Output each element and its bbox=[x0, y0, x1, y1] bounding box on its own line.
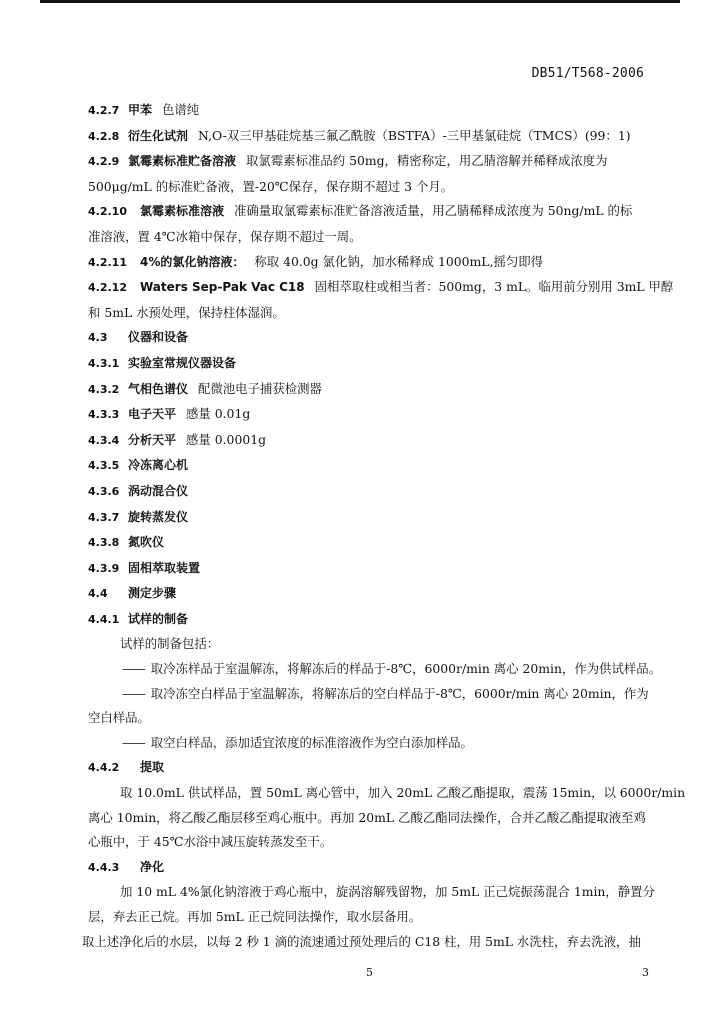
section-number: 4.4.2 bbox=[88, 761, 120, 775]
clause-number: 4.4 bbox=[88, 587, 108, 601]
clause-number: 4.3.6 bbox=[88, 484, 120, 498]
section-number: 4.4.3 bbox=[88, 860, 120, 874]
clause-number: 4.3.9 bbox=[88, 561, 120, 575]
clause-item bbox=[88, 250, 650, 276]
clause-number: 4.3.1 bbox=[88, 356, 120, 370]
purify-line-2: 层，弃去正己烷。再加 5mL 正己烷同法操作，取水层备用。 bbox=[88, 909, 422, 924]
clause-text: 准确量取氯霉素标准贮备溶液适量，用乙腈稀释成浓度为 50ng/mL 的标 bbox=[234, 203, 633, 219]
clause-title: 氯霉素标准溶液 bbox=[140, 204, 225, 219]
document-body bbox=[82, 98, 686, 954]
section-title: 提取 bbox=[140, 760, 165, 775]
clause-number: 4.4.1 bbox=[88, 612, 120, 626]
clause-title: 测定步骤 bbox=[128, 586, 177, 601]
clause-title: 试样的制备 bbox=[128, 611, 189, 626]
clause-item bbox=[88, 453, 650, 479]
purify-line-3: 取上述净化后的水层，以每 2 秒 1 滴的流速通过预处理后的 C18 柱，用 5mL 水洗柱，弃去洗液，抽 bbox=[82, 933, 641, 949]
section-title: 净化 bbox=[140, 859, 165, 874]
clause-continuation: 和 5mL 水预处理，保持柱体湿润。 bbox=[88, 304, 285, 320]
clause-item bbox=[88, 325, 650, 351]
clause-number: 4.3.4 bbox=[88, 433, 120, 447]
clause-title: 旋转蒸发仪 bbox=[128, 509, 189, 524]
clause-number: 4.2.9 bbox=[88, 155, 120, 169]
clause-text: 固相萃取柱或相当者：500mg，3 mL。临用前分别用 3mL 甲醇 bbox=[314, 279, 674, 295]
clause-text: 感量 0.0001g bbox=[186, 431, 267, 447]
clause-text: 感量 0.01g bbox=[186, 406, 251, 422]
clause-title: 分析天平 bbox=[128, 432, 177, 447]
prep-dash-3 bbox=[88, 731, 650, 756]
clause-text: 取氯霉素标准品约 50mg，精密称定，用乙腈溶解并稀释成浓度为 bbox=[246, 153, 608, 169]
clause-number: 4.3.8 bbox=[88, 536, 120, 550]
prep-dash-1 bbox=[88, 657, 662, 682]
clause-title: 涡动混合仪 bbox=[128, 483, 189, 498]
clause-title: 实验室常规仪器设备 bbox=[128, 355, 237, 370]
clause-title: 衍生化试剂 bbox=[128, 128, 189, 143]
prep-dash-1-text: 取冷冻样品于室温解冻，将解冻后的样品于-8℃，6000r/min 离心 20min，作为供试样品。 bbox=[150, 661, 662, 677]
clause-text: 称取 40.0g 氯化钠，加水稀释成 1000mL,摇匀即得 bbox=[254, 253, 544, 269]
clause-item bbox=[88, 199, 650, 225]
clause-title: 氯霉素标准贮备溶液 bbox=[128, 154, 237, 169]
clause-continuation: 500μg/mL 的标准贮备液，置-20℃保存，保存期不超过 3 个月。 bbox=[88, 178, 454, 194]
extract-line-3: 心瓶中，于 45℃水浴中减压旋转蒸发至干。 bbox=[88, 834, 333, 850]
clause-item bbox=[88, 377, 650, 403]
clause-title: 固相萃取装置 bbox=[128, 560, 201, 575]
clause-title: 4%的氯化钠溶液： bbox=[140, 254, 245, 269]
prep-dash-2-text: 取冷冻空白样品于室温解冻，将解冻后的空白样品于-8℃，6000r/min 离心 20min，作为 bbox=[150, 685, 649, 701]
clause-item bbox=[88, 428, 650, 454]
clause-title: Waters Sep-Pak Vac C18 bbox=[140, 280, 305, 295]
item-list bbox=[88, 98, 674, 632]
top-border-line bbox=[40, 0, 680, 3]
clause-number: 4.2.12 bbox=[88, 281, 127, 295]
clause-item bbox=[88, 98, 650, 124]
clause-number: 4.3.3 bbox=[88, 408, 120, 422]
page-number-right: 3 bbox=[642, 966, 649, 979]
clause-title: 气相色谱仪 bbox=[128, 381, 189, 396]
clause-item bbox=[88, 275, 674, 301]
extract-line-2: 离心 10min，将乙酸乙酯层移至鸡心瓶中。再加 20mL 乙酸乙酯同法操作，合并乙酸乙酯提取液至鸡 bbox=[88, 809, 646, 825]
section-4-4-3 bbox=[88, 855, 650, 881]
clause-number: 4.2.10 bbox=[88, 205, 127, 219]
clause-item bbox=[88, 556, 650, 582]
clause-continuation: 准溶液，置 4℃冰箱中保存，保存期不超过一周。 bbox=[88, 228, 362, 244]
clause-text: N,O-双三甲基硅烷基三氟乙酰胺（BSTFA）-三甲基氯硅烷（TMCS）(99：1) bbox=[198, 127, 631, 143]
clause-title: 甲苯 bbox=[128, 103, 153, 117]
clause-number: 4.3.7 bbox=[88, 510, 120, 524]
clause-item bbox=[88, 149, 650, 175]
clause-item bbox=[88, 124, 650, 150]
dash-symbol: —— bbox=[122, 734, 145, 750]
clause-item bbox=[88, 479, 650, 505]
prep-dash-2 bbox=[88, 682, 650, 707]
clause-item bbox=[88, 581, 650, 607]
clause-number: 4.2.11 bbox=[88, 255, 127, 269]
extract-line-1: 取 10.0mL 供试样品，置 50mL 离心管中，加入 20mL 乙酸乙酯提取，震荡 15min，以 6000r/min bbox=[120, 785, 686, 801]
clause-title: 氮吹仪 bbox=[128, 535, 165, 550]
clause-number: 4.2.7 bbox=[88, 104, 120, 117]
dash-symbol: —— bbox=[122, 685, 145, 701]
clause-number: 4.3.2 bbox=[88, 382, 120, 396]
prep-intro: 试样的制备包括： bbox=[120, 636, 220, 652]
clause-text: 色谱纯 bbox=[162, 102, 200, 117]
clause-item bbox=[88, 530, 650, 556]
clause-title: 仪器和设备 bbox=[128, 330, 189, 345]
clause-number: 4.3.5 bbox=[88, 459, 120, 473]
clause-item bbox=[88, 505, 650, 531]
prep-dash-2-cont: 空白样品。 bbox=[88, 710, 150, 726]
clause-title: 冷冻离心机 bbox=[128, 458, 189, 473]
clause-text: 配微池电子捕获检测器 bbox=[198, 380, 322, 396]
clause-item bbox=[88, 607, 650, 633]
clause-number: 4.2.8 bbox=[88, 129, 120, 143]
prep-dash-3-text: 取空白样品，添加适宜浓度的标准溶液作为空白添加样品。 bbox=[150, 734, 473, 750]
dash-symbol: —— bbox=[122, 661, 145, 677]
clause-item bbox=[88, 351, 650, 377]
clause-title: 电子天平 bbox=[128, 407, 177, 422]
page-number-center: 5 bbox=[366, 966, 373, 979]
purify-line-1: 加 10 mL 4%氯化钠溶液于鸡心瓶中，旋涡溶解残留物，加 5mL 正己烷振荡混合 1min，静置分 bbox=[120, 884, 655, 900]
clause-number: 4.3 bbox=[88, 331, 108, 345]
standard-code: DB51/T568-2006 bbox=[531, 66, 644, 81]
section-4-4-2 bbox=[88, 755, 650, 781]
clause-item bbox=[88, 402, 650, 428]
